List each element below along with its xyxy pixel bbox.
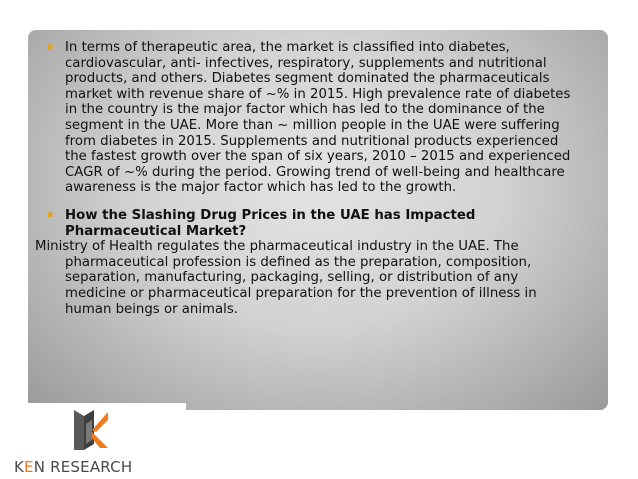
ken-research-logo-mark-icon [70,406,112,454]
logo-letter-k: K [14,458,25,476]
bullet-marker-icon: ▪ [47,42,54,52]
bullet-text: In terms of therapeutic area, the market is classified into diabetes, cardiovascular, anti- infectives, respiratory, supplements and nutritional products, and others. Diabetes segment dominated the pharmaceuticals market with revenue share of ~% in 2015. High prevalence rate of diabetes in the country is the major factor which has led to the dominance of the segment in the UAE. More than ~ million people in the UAE were suffering from diabetes in 2015. Supplements and nutritional products experienced the fastest growth over the span of six years, 2010 – 2015 and experienced CAGR of ~% during the period. Growing trend of well-being and healthcare awareness is the major factor which has led to the growth. [65,40,571,196]
ministry-paragraph: Ministry of Health regulates the pharmaceutical industry in the UAE. The pharmaceutical profession is defined as the preparation, composition, separation, manufacturing, packaging, selling, or distribution of any medicine or pharmaceutical preparation for the prevention of illness in human beings or animals. [35,239,537,317]
bullet-therapeutic-area [35,40,575,196]
slide-text-block [35,40,575,317]
bullet-heading-text: How the Slashing Drug Prices in the UAE has Impacted Pharmaceutical Market? [65,207,476,239]
bullet-marker-icon: ▪ [47,209,54,220]
bullet-heading-drug-prices [35,208,575,239]
logo-wordmark-rest: N RESEARCH [33,458,133,476]
logo-wordmark [14,458,186,476]
logo-letter-e: E [24,458,34,476]
ken-research-logo [0,403,186,479]
